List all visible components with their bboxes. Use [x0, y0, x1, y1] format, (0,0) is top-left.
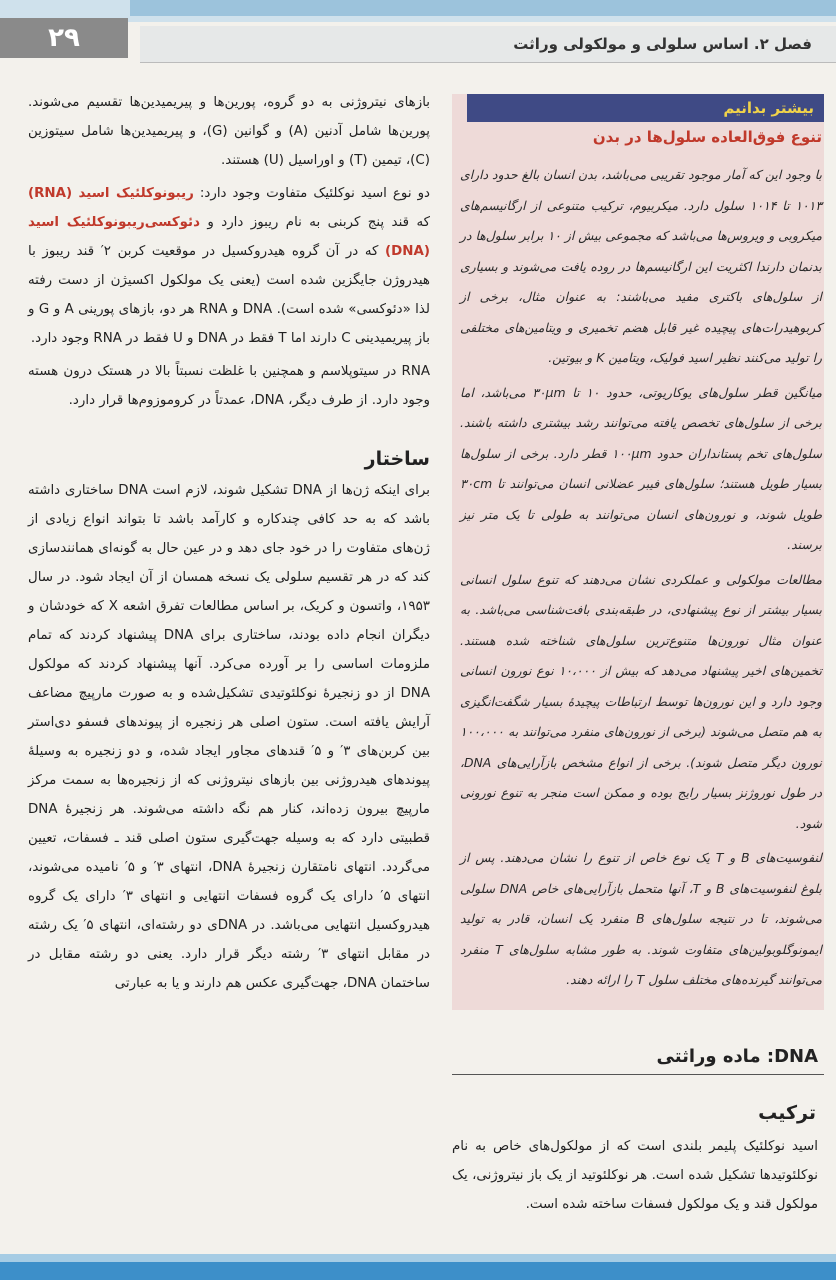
- paragraph-composition: اسید نوکلئیک پلیمر بلندی است که از مولکول‌های خاص به نام نوکلئوتیدها تشکیل شده است. هر نوکلئوتید از یک باز نیتروژنی، یک مولکول قند و یک مولکول فسفات ساخته شده است.: [452, 1139, 818, 1212]
- paragraph-bases: بازهای نیتروژنی به دو گروه، پورین‌ها و پیریمیدین‌ها تقسیم می‌شوند. پورین‌ها شامل آدنین (A) و گوانین (G)، و پیریمیدین‌ها شامل سیتوزین (C)، تیمین (T) و اوراسیل (U) هستند.: [28, 95, 430, 168]
- box-paragraph-cell-size: میانگین قطر سلول‌های یوکاریوتی، حدود ۱۰ تا ۳۰μm می‌باشد، اما برخی از سلول‌های تخصص یافته می‌توانند رشد بیشتری داشته باشند. سلول‌های تخم پستانداران حدود ۱۰۰μm قطر دارد. برخی از سلول‌ها بسیار طویل هستند؛ سلول‌های فیبر عضلانی انسان می‌توانند تا ۳۰cm طویل شوند، و نورون‌های انسان می‌توانند به طولی تا یک متر نیز برسند.: [460, 384, 822, 552]
- paragraph-structure: برای اینکه ژن‌ها از DNA تشکیل شوند، لازم است DNA ساختاری داشته باشد که به حد کافی چندکاره و کارآمد باشد تا بتواند انواع زیادی از ژن‌های متفاوت را در خود جای دهد و در عین حال به گونه‌ای همانندسازی کند که در هر تقسیم سلولی یک نسخه همسان از آن ایجاد شود. در سال ۱۹۵۳، واتسون و کریک، بر اساس مطالعات تفرق اشعه X که خودشان و دیگران انجام داده بودند، ساختاری برای DNA پیشنهاد کردند که تمام ملزومات اساسی را بر آورده می‌کرد. آنها پیشنهاد کردند که مولکول DNA از دو زنجیرهٔ نوکلئوتیدی تشکیل‌شده و به صورت مارپیچ مضاعف آرایش یافته است. ستون اصلی هر زنجیره از پیوندهای فسفو دی‌استر بین کربن‌های ۳′ و ۵′ قندهای مجاور ایجاد شده، و دو زنجیره به وسیلهٔ پیوندهای هیدروژنی بین بازهای نیتروژنی که از زنجیره‌ها به سمت مرکز مارپیچ بیرون زده‌اند، کنار هم نگه داشته می‌شوند. هر زنجیرهٔ DNA قطبیتی دارد که به وسیله جهت‌گیری ستون اصلی قند ـ فسفات، تعیین می‌گردد. انتهای نامتقارن زنجیرهٔ DNA، انتهای ۳′ و ۵′ نامیده می‌شوند، انتهای ۵′ دارای یک گروه فسفات انتهایی و انتهای ۳′ دارای یک گروه هیدروکسیل انتهایی می‌باشد. در DNAی دو رشته‌ای، انتهای ۵′ یک رشته در مقابل انتهای ۳′ رشته دیگر قرار دارد. یعنی دو رشته مقابل در ساختمان DNA، جهت‌گیری عکس هم دارند و یا به عبارتی: [28, 483, 431, 991]
- section-title-composition: ترکیب: [758, 1102, 816, 1124]
- divider: [452, 1074, 824, 1075]
- paragraph-nucleic-acids: دو نوع اسید نوکلئیک متفاوت وجود دارد: ریبونوکلئیک اسید (RNA) که قند پنج کربنی به نام ریبوز دارد و دئوکسی‌ریبونوکلئیک اسید (DNA) که در آن گروه هیدروکسیل در موقعیت کربن ۲′ قند ریبوز با هیدروژن جایگزین شده است (یعنی یک مولکول اکسیژن از دست رفته لذا «دئوکسی» شده است). DNA و RNA هر دو، بازهای پورینی A و G و باز پیریمیدینی C دارند اما T فقط در DNA و U فقط در RNA وجود دارد.: [28, 186, 431, 346]
- paragraph-rna-location: RNA در سیتوپلاسم و همچنین با غلظت نسبتاً بالا در هستک درون هسته وجود دارد. از طرف دیگر، DNA، عمدتاً در کروموزوم‌ها قرار دارد.: [28, 364, 430, 408]
- section-title-dna: DNA: ماده وراثتی: [656, 1046, 818, 1067]
- box-paragraph-lymphocytes: لنفوسیت‌های B و T یک نوع خاص از تنوع را نشان می‌دهند. پس از بلوغ لنفوسیت‌های B و T، آنها متحمل بازآرایی‌های خاص DNA سلولی می‌شوند، تا در نتیجه سلول‌های B منفرد یک انسان، قادر به تولید ایمونوگلوبولین‌های متفاوت شوند. به طور مشابه سلول‌های T منفرد می‌توانند گیرنده‌های مختلف سلول T را ارائه دهند.: [460, 850, 822, 987]
- chapter-title: فصل ۲. اساس سلولی و مولکولی وراثت: [140, 26, 836, 63]
- page-number: ۲۹: [0, 18, 128, 58]
- box-paragraph-cell-count: با وجود این که آمار موجود تقریبی می‌باشد، بدن انسان بالغ حدود دارای ۱۰۱۳ تا ۱۰۱۴ سلول دارد. میکربیوم، ترکیب متنوعی از ارگانیسم‌های میکروبی و ویروس‌ها می‌باشد که مجموعی بیش از ۱۰ برابر سلول‌ها در بدنمان دارندا اکثریت این ارگانیسم‌ها در روده یافت می‌شوند و بسیاری از سلول‌های باکتری مفید می‌باشند: به عنوان مثال، برخی از کربوهیدرات‌های پیچیده غیر قابل هضم تخمیری و ویتامین‌های مختلفی را تولید می‌کنند نظیر اسید فولیک، ویتامین K و بیوتین.: [460, 167, 822, 365]
- info-box-header: بیشتر بدانیم: [467, 94, 824, 122]
- section-title-structure: ساختار: [364, 448, 430, 470]
- term-dna: دئوکسی‌ریبونوکلئیک اسید (DNA): [28, 215, 430, 259]
- term-rna: ریبونوکلئیک اسید (RNA): [28, 186, 194, 201]
- box-paragraph-neurons: مطالعات مولکولی و عملکردی نشان می‌دهند که تنوع سلول انسانی بسیار بیشتر از نوع پیشنهادی، در طبقه‌بندی بافت‌شناسی می‌باشد. به عنوان مثال نورون‌ها متنوع‌ترین سلول‌های شناخته شده هستند. تخمین‌های اخیر پیشنهاد می‌دهد که بیش از ۱۰،۰۰۰ نوع نورون انسانی وجود دارد و این نورون‌ها توسط ارتباطات پیچیدهٔ بسیار شگفت‌انگیزی به هم متصل می‌شوند (برخی از نورون‌های منفرد می‌توانند به ۱۰۰،۰۰۰ نورون دیگر متصل شوند). برخی از انواع مشخص بازآرایی‌های DNA، در طول نوروژنز بسیار رایج بوده و ممکن است منجر به تنوع نورونی شود.: [460, 571, 822, 831]
- info-box-title: تنوع فوق‌العاده سلول‌ها در بدن: [592, 128, 822, 146]
- bottom-band: [0, 1254, 836, 1280]
- left-column: [28, 88, 430, 1002]
- info-box-body: [460, 160, 822, 1000]
